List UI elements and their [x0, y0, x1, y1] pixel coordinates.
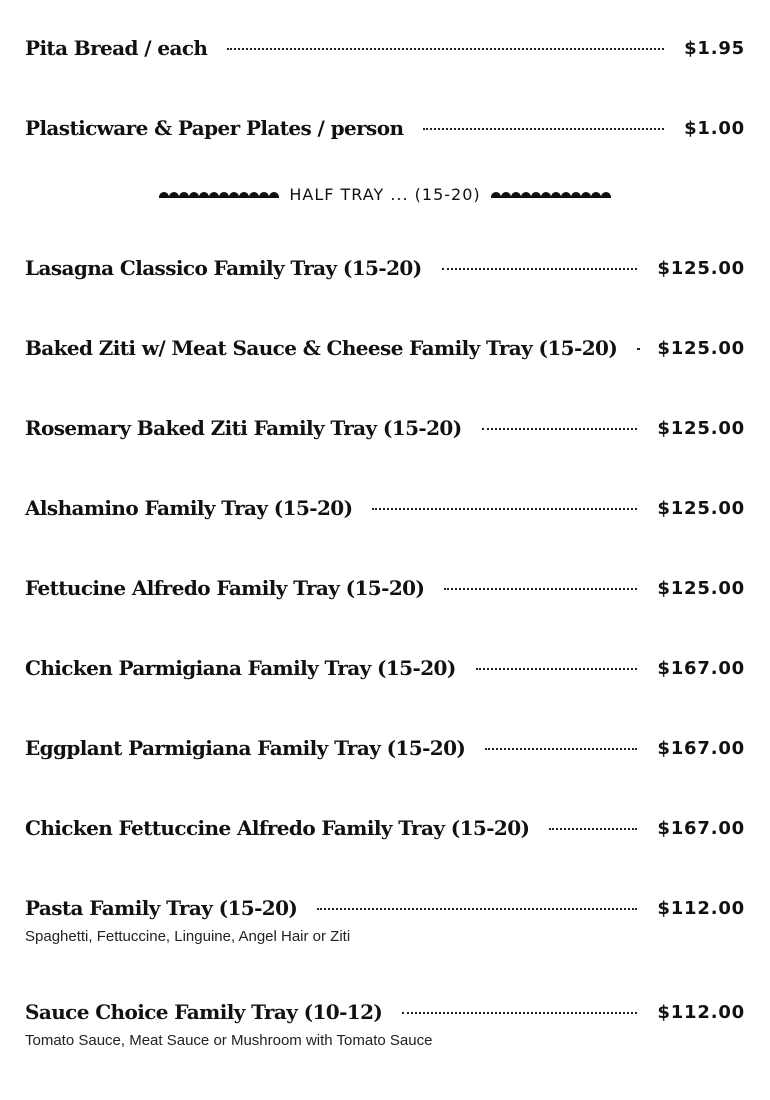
- menu-item[interactable]: [25, 493, 745, 523]
- menu-item-price: $125.00: [657, 417, 745, 439]
- menu-item-name: Rosemary Baked Ziti Family Tray (15-20): [25, 416, 462, 440]
- menu-item[interactable]: [25, 893, 745, 945]
- menu-item-description: Spaghetti, Fettuccine, Linguine, Angel Hair or Ziti: [25, 928, 351, 945]
- menu-item-price: $125.00: [657, 577, 745, 599]
- menu-item-description: Tomato Sauce, Meat Sauce or Mushroom with Tomato Sauce: [25, 1032, 433, 1049]
- dotted-leader: [444, 588, 637, 590]
- section-header: [0, 182, 770, 206]
- dotted-leader: [317, 908, 637, 910]
- dotted-leader: [423, 128, 664, 130]
- dotted-leader: [549, 828, 637, 830]
- scallop-divider-right-icon: [491, 189, 611, 199]
- dotted-leader: [482, 428, 638, 430]
- section-title: HALF TRAY ... (15-20): [289, 184, 481, 204]
- menu-item-name: Chicken Parmigiana Family Tray (15-20): [25, 656, 456, 680]
- menu-item-price: $112.00: [657, 1001, 745, 1023]
- menu-item[interactable]: [25, 653, 745, 683]
- menu-item-price: $125.00: [657, 497, 745, 519]
- dotted-leader: [372, 508, 637, 510]
- menu-item-name: Baked Ziti w/ Meat Sauce & Cheese Family Tray (15-20): [25, 336, 618, 360]
- menu-item-price: $1.00: [684, 117, 745, 139]
- scallop-divider-left-icon: [159, 189, 279, 199]
- menu-item-name: Fettucine Alfredo Family Tray (15-20): [25, 576, 425, 600]
- menu-item[interactable]: [25, 333, 745, 363]
- menu-item-name: Pasta Family Tray (15-20): [25, 896, 298, 920]
- menu-item[interactable]: [25, 573, 745, 603]
- menu-item-price: $125.00: [657, 257, 745, 279]
- menu-item-price: $125.00: [657, 337, 745, 359]
- menu-item-price: $112.00: [657, 897, 745, 919]
- dotted-leader: [402, 1012, 637, 1014]
- menu-item-name: Alshamino Family Tray (15-20): [25, 496, 353, 520]
- menu-item-name: Pita Bread / each: [25, 36, 208, 60]
- dotted-leader: [442, 268, 638, 270]
- menu-item[interactable]: [25, 813, 745, 843]
- menu-item[interactable]: [25, 413, 745, 443]
- menu-item[interactable]: [25, 733, 745, 763]
- menu-item-price: $1.95: [684, 37, 745, 59]
- dotted-leader: [476, 668, 638, 670]
- dotted-leader: [485, 748, 637, 750]
- dotted-leader: [227, 48, 664, 50]
- menu-item-name: Lasagna Classico Family Tray (15-20): [25, 256, 422, 280]
- menu-item-price: $167.00: [657, 817, 745, 839]
- menu-item-name: Sauce Choice Family Tray (10-12): [25, 1000, 383, 1024]
- menu-item-price: $167.00: [657, 657, 745, 679]
- menu-item[interactable]: [25, 997, 745, 1049]
- menu-item[interactable]: [25, 33, 745, 63]
- menu-item-price: $167.00: [657, 737, 745, 759]
- menu-item-name: Chicken Fettuccine Alfredo Family Tray (15-20): [25, 816, 530, 840]
- menu-item-name: Eggplant Parmigiana Family Tray (15-20): [25, 736, 466, 760]
- menu-item[interactable]: [25, 253, 745, 283]
- menu-item-name: Plasticware & Paper Plates / person: [25, 116, 404, 140]
- menu-item[interactable]: [25, 113, 745, 143]
